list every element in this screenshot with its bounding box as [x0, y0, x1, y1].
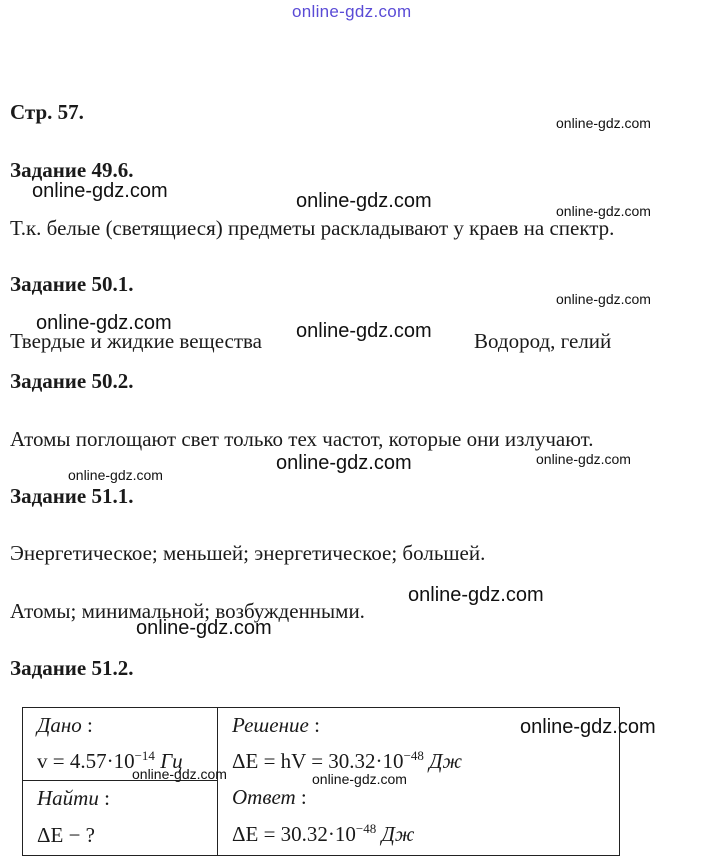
given-formula: v = 4.57·10 — [37, 749, 135, 773]
solution-formula: ΔE = hV = 30.32·10 — [232, 749, 404, 773]
solution-colon: : — [314, 713, 320, 737]
watermark: online-gdz.com — [536, 451, 631, 467]
solution-unit: Дж — [429, 749, 463, 773]
task-50-2-title: Задание 50.2. — [10, 369, 134, 393]
find-colon: : — [104, 786, 110, 810]
watermark: online-gdz.com — [32, 180, 168, 202]
answer-colon: : — [300, 785, 307, 809]
watermark: online-gdz.com — [556, 291, 651, 307]
find-expression: ΔE − ? — [37, 823, 95, 847]
answer-formula: ΔE = 30.32·10 — [232, 822, 356, 846]
task-50-1-left: Твердые и жидкие вещества — [10, 329, 262, 353]
page-label: Стр. 57. — [10, 100, 84, 124]
find-cell — [23, 781, 218, 856]
watermark: online-gdz.com — [132, 766, 227, 782]
watermark: online-gdz.com — [556, 115, 651, 131]
watermark-top: online-gdz.com — [292, 2, 412, 21]
watermark: online-gdz.com — [68, 467, 163, 483]
given-exponent: −14 — [134, 748, 155, 763]
watermark: online-gdz.com — [36, 312, 172, 334]
task-51-1-title: Задание 51.1. — [10, 484, 134, 508]
given-label: Дано — [37, 713, 82, 737]
find-label: Найти — [37, 786, 99, 810]
task-50-1-title: Задание 50.1. — [10, 272, 134, 296]
task-49-6-title: Задание 49.6. — [10, 158, 134, 182]
watermark: online-gdz.com — [408, 584, 544, 606]
task-50-2-text: Атомы поглощают свет только тех частот, которые они излучают. — [10, 427, 594, 451]
watermark: online-gdz.com — [276, 452, 412, 474]
given-unit: Гц — [160, 749, 183, 773]
answer-exponent: −48 — [355, 821, 377, 836]
watermark: online-gdz.com — [296, 190, 432, 212]
watermark: online-gdz.com — [312, 771, 407, 787]
solution-exponent: −48 — [403, 748, 424, 763]
watermark: online-gdz.com — [136, 617, 272, 639]
answer-label: Ответ — [232, 785, 296, 809]
task-51-1-line1: Энергетическое; меньшей; энергетическое; большей. — [10, 541, 486, 565]
solution-label: Решение — [232, 713, 309, 737]
task-51-2-title: Задание 51.2. — [10, 656, 134, 680]
answer-unit: Дж — [381, 822, 415, 846]
task-50-1-right: Водород, гелий — [474, 329, 612, 353]
watermark: online-gdz.com — [520, 716, 656, 738]
given-colon: : — [87, 713, 93, 737]
task-51-1-line2: Атомы; минимальной; возбужденными. — [10, 599, 365, 623]
task-49-6-text: Т.к. белые (светящиеся) предметы раскладывают у краев на спектр. — [10, 216, 615, 240]
watermark: online-gdz.com — [296, 320, 432, 342]
watermark: online-gdz.com — [556, 203, 651, 219]
